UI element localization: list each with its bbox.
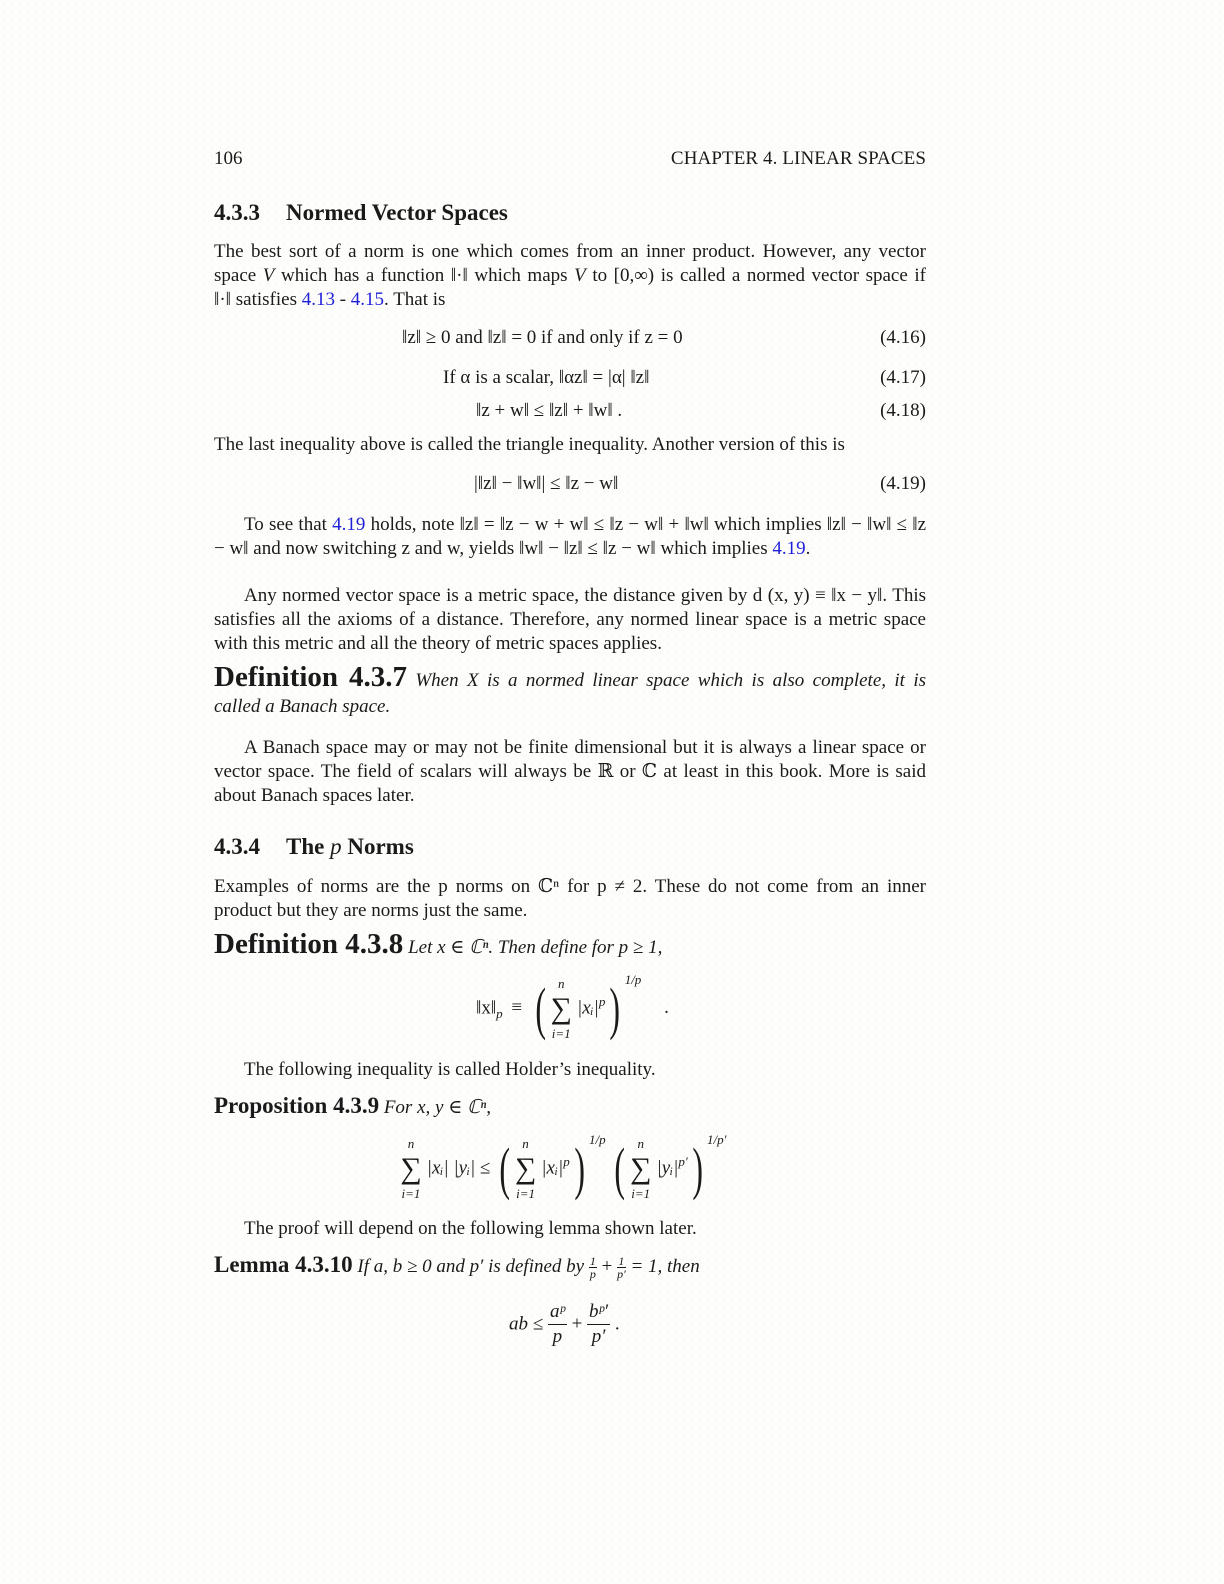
- proposition-4-3-9: [214, 1094, 926, 1120]
- ref-link-4-15[interactable]: 4.15: [350, 289, 385, 310]
- chapter-title: CHAPTER 4. LINEAR SPACES: [670, 148, 926, 169]
- metric-text: Any normed vector space is a metric space, the distance given by d (x, y) ≡ ‖x − y‖. This satisfies all the axioms of a distance. Therefore, any normed linear space is a metric space with this metric and all the theory of metric spaces applies.: [214, 585, 926, 654]
- holder-paragraph: [214, 1058, 926, 1082]
- holder-text: The following inequality is called Holder’s inequality.: [244, 1059, 656, 1080]
- proof-depends-text: The proof will depend on the following lemma shown later.: [244, 1218, 697, 1239]
- metric-paragraph: [214, 584, 926, 656]
- lemma-label: Lemma 4.3.10: [214, 1252, 353, 1277]
- page-number: 106: [214, 148, 243, 169]
- section-number: 4.3.3: [214, 200, 260, 225]
- equation-4-16: [214, 327, 926, 353]
- definition-label: Definition 4.3.8: [214, 928, 404, 960]
- equation-body: If α is a scalar, ‖αz‖ = |α| ‖z‖: [443, 367, 650, 388]
- p-norms-text: Examples of norms are the p norms on ℂⁿ for p ≠ 2. These do not come from an inner product but they are norms just the same.: [214, 876, 926, 921]
- equation-4-19: [214, 473, 926, 499]
- ref-link-4-13[interactable]: 4.13: [301, 289, 335, 310]
- equation-body: |‖z‖ − ‖w‖| ≤ ‖z − w‖: [474, 473, 619, 494]
- summation: n ∑ i=1: [400, 1136, 422, 1201]
- equation-tag: (4.17): [880, 367, 926, 388]
- banach-text: A Banach space may or may not be finite dimensional but it is always a linear space or vector space. The field of scalars will always be ℝ or ℂ at least in this book. More is said about Banach spaces later.: [214, 737, 926, 806]
- summation: n ∑ i=1: [630, 1136, 652, 1201]
- definition-body: Let x ∈ ℂⁿ. Then define for p ≥ 1,: [408, 937, 663, 958]
- left-paren: (: [535, 976, 546, 1041]
- equation-4-17: [214, 367, 926, 393]
- definition-4-3-8: [214, 928, 926, 960]
- intro-paragraph: [214, 240, 926, 312]
- proposition-body: For x, y ∈ ℂⁿ,: [383, 1097, 492, 1118]
- section-heading-4-3-4: 4.3.4 The p Norms: [214, 834, 414, 859]
- summation: n ∑ i=1: [514, 1136, 537, 1201]
- ref-link-4-19[interactable]: 4.19: [332, 514, 366, 535]
- summation: n ∑ i=1: [550, 976, 572, 1041]
- p-norms-paragraph: [214, 875, 926, 923]
- definition-label: Definition 4.3.7: [214, 661, 407, 693]
- holder-inequality: n ∑ i=1 |xᵢ| |yᵢ| ≤ ( n ∑ i=1 $|xᵢ|^p$) $^{1/p}$ ( n ∑ i=1 $|yᵢ|^{p'}$) $^{1/p'}$: [400, 1132, 727, 1201]
- ref-link-4-19-b[interactable]: 4.19: [772, 538, 806, 559]
- definition-body: When X is a normed linear space which is also complete, it is called a Banach space.: [214, 670, 926, 717]
- equation-body: ‖z + w‖ ≤ ‖z‖ + ‖w‖ .: [476, 400, 623, 421]
- section-heading-4-3-3: [214, 200, 508, 226]
- young-inequality: ab ≤ $\frac{\text{aᵖ}}{p}$ + $\frac{\text{bᵖ′}}{p'}$ .: [509, 1301, 620, 1347]
- proposition-label: Proposition 4.3.9: [214, 1093, 380, 1118]
- section-title: Normed Vector Spaces: [286, 200, 508, 225]
- proof-paragraph: To see that 4.19 holds, note ‖z‖ = ‖z − w + w‖ ≤ ‖z − w‖ + ‖w‖ which implies ‖z‖ − ‖w‖ ≤ ‖z − w‖ and now switching z and w, yields ‖w‖ − ‖z‖ ≤ ‖z − w‖ which implies 4.19.: [214, 514, 926, 559]
- triangle-text: The last inequality above is called the triangle inequality. Another version of this is: [214, 434, 845, 455]
- equation-tag: (4.16): [880, 327, 926, 348]
- definition-4-3-7: [214, 661, 926, 720]
- triangle-paragraph: [214, 433, 926, 457]
- intro-line-1: The best sort of a norm is one which comes from an inner product. However, any vector: [214, 241, 926, 262]
- equation-body: ‖z‖ ≥ 0 and ‖z‖ = 0 if and only if z = 0: [402, 327, 683, 348]
- lemma-4-3-10: Lemma 4.3.10 If a, b ≥ 0 and p′ is defined by $\frac{1}{p}$ + $\frac{1}{p'} = 1$, then: [214, 1252, 700, 1282]
- equation-tag: (4.19): [880, 473, 926, 494]
- equation-tag: (4.18): [880, 400, 926, 421]
- intro-line-3: ‖·‖ satisfies 4.13 - 4.15. That is: [214, 289, 446, 310]
- p-norm-formula: $‖x‖_p$ ≡ ( n ∑ i=1 $|xᵢ|^p$) $^{1/p}$ .: [476, 972, 669, 1041]
- intro-line-2: space V which has a function ‖·‖ which maps V to [0,∞) is called a normed vector space if: [214, 265, 926, 286]
- banach-paragraph: [214, 736, 926, 808]
- proof-depends-paragraph: [214, 1217, 926, 1241]
- right-paren: ): [609, 976, 621, 1041]
- section-number: 4.3.4: [214, 834, 260, 859]
- equation-4-18: [214, 400, 926, 426]
